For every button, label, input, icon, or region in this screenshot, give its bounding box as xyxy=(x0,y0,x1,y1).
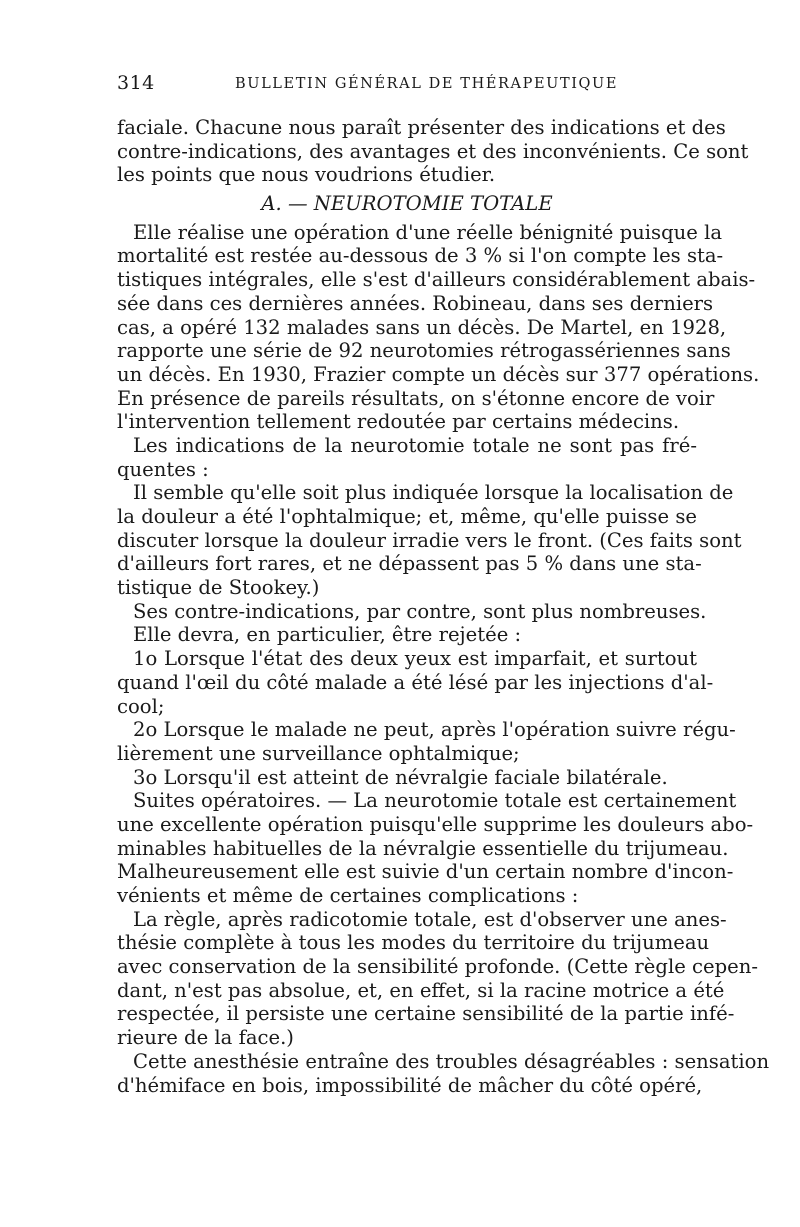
text-line: La règle, après radicotomie totale, est d'observer une anes- xyxy=(133,907,727,931)
section-heading: A. — NEUROTOMIE TOTALE xyxy=(261,192,553,216)
text-line: cas, a opéré 132 malades sans un décès. De Martel, en 1928, xyxy=(117,315,727,339)
text-line: sée dans ces dernières années. Robineau, dans ses derniers xyxy=(117,291,714,315)
text-line: En présence de pareils résultats, on s'étonne encore de voir xyxy=(117,386,715,410)
text-line: Les indications de la neurotomie totale ne sont pas fré- xyxy=(133,433,697,457)
text-line: rapporte une série de 92 neurotomies rétrogassériennes sans xyxy=(117,339,731,363)
text-line: Ses contre-indications, par contre, sont plus nombreuses. xyxy=(133,599,707,623)
text-line: avec conservation de la sensibilité profonde. (Cette règle cepen- xyxy=(117,955,758,979)
text-line: tistique de Stookey.) xyxy=(117,576,320,600)
text-line: Elle devra, en particulier, être rejetée : xyxy=(133,623,522,647)
text-line: rieure de la face.) xyxy=(117,1026,294,1050)
text-line: mortalité est restée au-dessous de 3 % si l'on compte les sta- xyxy=(117,244,724,268)
text-line: dant, n'est pas absolue, et, en effet, si la racine motrice a été xyxy=(117,978,725,1002)
text-line: la douleur a été l'ophtalmique; et, même, qu'elle puisse se xyxy=(117,505,697,528)
text-line: un décès. En 1930, Frazier compte un décès sur 377 opérations. xyxy=(117,362,760,386)
text-line: d'ailleurs fort rares, et ne dépassent pas 5 % dans une sta- xyxy=(117,552,702,576)
text-line: 1o Lorsque l'état des deux yeux est imparfait, et surtout xyxy=(133,647,697,671)
text-line: vénients et même de certaines complications : xyxy=(117,884,579,907)
text-line: discuter lorsque la douleur irradie vers le front. (Ces faits sont xyxy=(117,528,742,552)
text-line: 2o Lorsque le malade ne peut, après l'opération suivre régu- xyxy=(133,718,736,742)
text-line: tistiques intégrales, elle s'est d'ailleurs considérablement abais- xyxy=(117,268,756,292)
text-line: 3o Lorsqu'il est atteint de névralgie faciale bilatérale. xyxy=(133,765,668,789)
page-header xyxy=(117,72,695,98)
text-line: thésie complète à tous les modes du territoire du trijumeau xyxy=(117,931,710,955)
text-line: l'intervention tellement redoutée par certains médecins. xyxy=(117,410,680,434)
text-line: cool; xyxy=(117,694,165,718)
text-line: respectée, il persiste une certaine sensibilité de la partie infé- xyxy=(117,1002,735,1026)
text-line: contre-indications, des avantages et des inconvénients. Ce sont xyxy=(117,139,749,163)
text-line: quand l'œil du côté malade a été lésé par les injections d'al- xyxy=(117,670,714,694)
text-line: lièrement une surveillance ophtalmique; xyxy=(117,741,520,765)
text-line: Il semble qu'elle soit plus indiquée lorsque la localisation de xyxy=(133,481,734,505)
page-number: 314 xyxy=(117,72,155,94)
text-line: Elle réalise une opération d'une réelle bénignité puisque la xyxy=(133,220,723,244)
text-line: les points que nous voudrions étudier. xyxy=(117,163,496,187)
text-line: Suites opératoires. — La neurotomie totale est certainement xyxy=(133,789,737,813)
text-line: d'hémiface en bois, impossibilité de mâcher du côté opéré, xyxy=(117,1073,703,1097)
text-line: Malheureusement elle est suivie d'un certain nombre d'incon- xyxy=(117,860,734,884)
running-title: BULLETIN GÉNÉRAL DE THÉRAPEUTIQUE xyxy=(235,76,619,92)
text-line: une excellente opération puisqu'elle supprime les douleurs abo- xyxy=(117,812,754,836)
body-text xyxy=(117,116,770,1097)
text-line: quentes : xyxy=(117,457,209,481)
text-line: minables habituelles de la névralgie essentielle du trijumeau. xyxy=(117,836,729,860)
text-line: Cette anesthésie entraîne des troubles désagréables : sensation xyxy=(133,1049,770,1073)
text-line: faciale. Chacune nous paraît présenter des indications et des xyxy=(117,116,726,139)
